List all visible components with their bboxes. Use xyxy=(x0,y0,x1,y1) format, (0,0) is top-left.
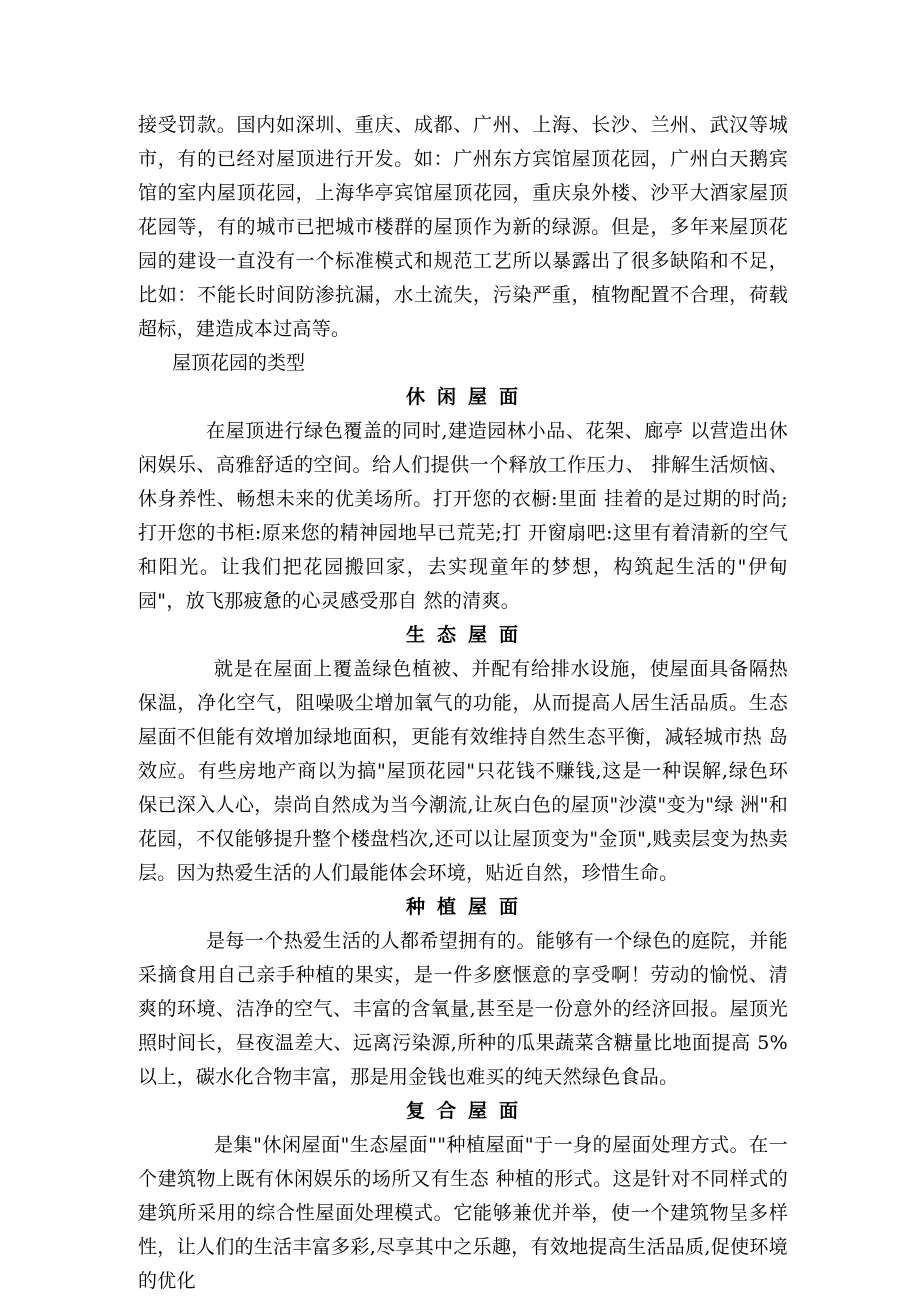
types-label: 屋顶花园的类型 xyxy=(172,352,306,374)
section-body-ecological: 就是在屋面上覆盖绿色植被、并配有给排水设施，使屋面具备隔热保温，净化空气，阻噪吸尘增加氧气的功能，从而提高人居生活品质。生态 屋面不但能有效增加绿地面积，更能有效维持自然生态平衡，减轻城市热 岛效应。有些房地产商以为搞"屋顶花园"只花钱不赚钱,这是一种误解,绿色环 保已深入人心，崇尚自然成为当今潮流,让灰白色的屋顶"沙漠"变为"绿 洲"和花园，不仅能够提升整个楼盘档次,还可以让屋顶变为"金顶",贱卖层变为热卖层。因为热爱生活的人们最能体会环境，贴近自然，珍惜生命。 xyxy=(138,658,788,884)
section-heading-planting: 种植屋面 xyxy=(405,896,530,918)
section-heading-leisure: 休闲屋面 xyxy=(405,386,530,408)
section-body-planting: 是每一个热爱生活的人都希望拥有的。能够有一个绿色的庭院，并能采摘食用自己亲手种植的果实，是一件多麽惬意的享受啊！劳动的愉悦、清爽的环境、洁净的空气、丰富的含氧量,甚至是一份意外的经济回报。屋顶光照时间长，昼夜温差大、远离污染源,所种的瓜果蔬菜含糖量比地面提高 5%以上，碳水化合物丰富，那是用金钱也难买的纯天然绿色食品。 xyxy=(138,930,788,1088)
section-body-composite: 是集"休闲屋面"生态屋面""种植屋面"于一身的屋面处理方式。在一个建筑物上既有休闲娱乐的场所又有生态 种植的形式。这是针对不同样式的建筑所采用的综合性屋面处理模式。它能够兼优并举，使一个建筑物呈多样性，让人们的生活丰富多彩,尽享其中之乐趣，有效地提高生活品质,促使环境的优化 xyxy=(138,1134,788,1292)
section-body-leisure: 在屋顶进行绿色覆盖的同时,建造园林小品、花架、廊亭 以营造出休闲娱乐、高雅舒适的空间。给人们提供一个释放工作压力、 排解生活烦恼、休身养性、畅想未来的优美场所。打开您的衣橱:里面 挂着的是过期的时尚;打开您的书柜:原来您的精神园地早已荒芜;打 开窗扇吧:这里有着清新的空气和阳光。让我们把花园搬回家，去实现童年的梦想，构筑起生活的"伊甸园"，放飞那疲惫的心灵感受那自 然的清爽。 xyxy=(138,420,788,612)
document-page xyxy=(138,108,788,1298)
intro-paragraph: 接受罚款。国内如深圳、重庆、成都、广州、上海、长沙、兰州、武汉等城市，有的已经对屋顶进行开发。如：广州东方宾馆屋顶花园，广州白天鹅宾馆的室内屋顶花园，上海华亭宾馆屋顶花园，重庆泉外楼、沙平大酒家屋顶花园等，有的城市已把城市楼群的屋顶作为新的绿源。但是，多年来屋顶花园的建设一直没有一个标准模式和规范工艺所以暴露出了很多缺陷和不足，比如：不能长时间防渗抗漏，水土流失，污染严重，植物配置不合理，荷载超标，建造成本过高等。 xyxy=(138,114,788,340)
section-heading-composite: 复合屋面 xyxy=(405,1100,530,1122)
section-heading-ecological: 生态屋面 xyxy=(405,624,530,646)
